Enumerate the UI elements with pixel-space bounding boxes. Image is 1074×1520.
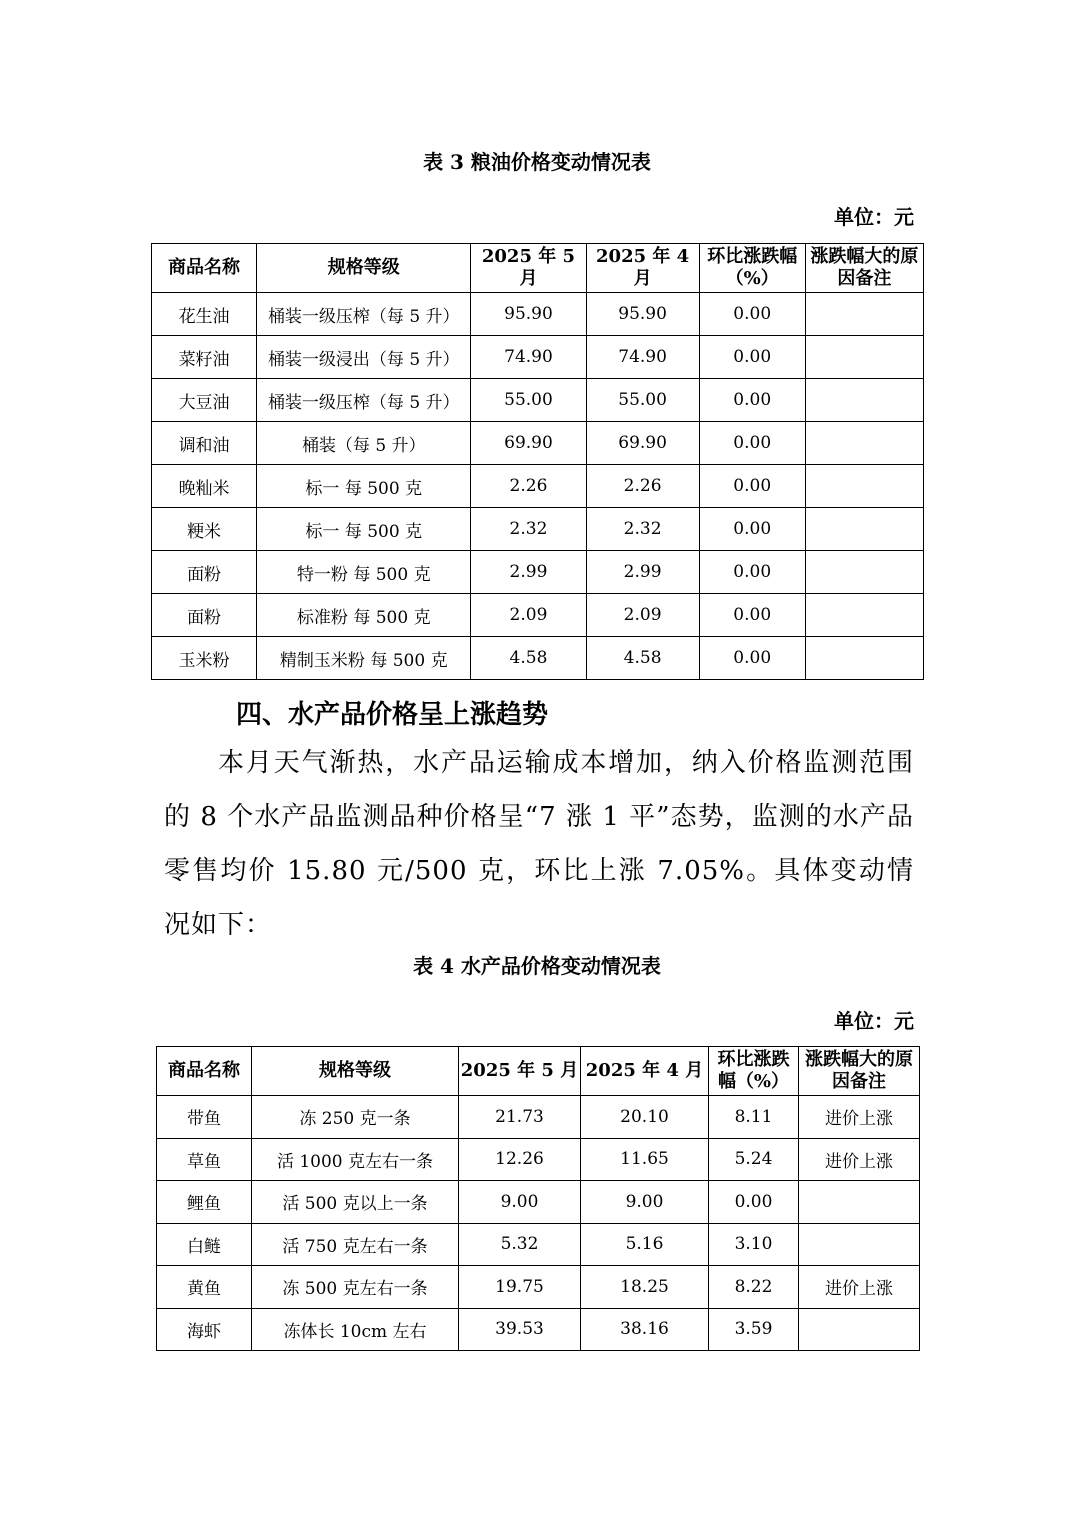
cell-mom-change: 0.00	[699, 637, 805, 680]
cell-remark	[799, 1181, 920, 1224]
cell-mom-change: 0.00	[699, 551, 805, 594]
table-row	[152, 594, 924, 637]
cell-apr-price: 5.16	[581, 1223, 709, 1266]
section-paragraph: 本月天气渐热，水产品运输成本增加，纳入价格监测范围的 8 个水产品监测品种价格呈“7 涨 1 平”态势，监测的水产品零售均价 15.80 元/500 克，环比上涨 7.05%。具体变动情况如下：	[164, 748, 914, 940]
cell-may-price: 95.90	[471, 293, 586, 336]
cell-product-name: 面粉	[152, 594, 257, 637]
header-remark: 涨跌幅大的原因备注	[799, 1047, 920, 1096]
cell-mom-change: 8.11	[709, 1096, 799, 1139]
cell-spec: 标一 每 500 克	[257, 465, 471, 508]
cell-remark: 进价上涨	[799, 1138, 920, 1181]
cell-apr-price: 9.00	[581, 1181, 709, 1224]
header-apr-2025: 2025 年 4 月	[586, 244, 699, 293]
cell-spec: 冻体长 10cm 左右	[252, 1308, 459, 1351]
cell-remark	[805, 379, 923, 422]
cell-spec: 活 500 克以上一条	[252, 1181, 459, 1224]
table4-caption: 表 4 水产品价格变动情况表	[413, 954, 661, 978]
cell-product-name: 玉米粉	[152, 637, 257, 680]
cell-mom-change: 3.10	[709, 1223, 799, 1266]
cell-may-price: 5.32	[459, 1223, 581, 1266]
table-row	[152, 637, 924, 680]
cell-mom-change: 3.59	[709, 1308, 799, 1351]
cell-may-price: 2.99	[471, 551, 586, 594]
cell-apr-price: 20.10	[581, 1096, 709, 1139]
header-spec: 规格等级	[252, 1047, 459, 1096]
table-row	[152, 293, 924, 336]
cell-mom-change: 0.00	[699, 379, 805, 422]
table-row	[152, 465, 924, 508]
cell-mom-change: 0.00	[699, 422, 805, 465]
table4-unit: 单位：元	[834, 1009, 914, 1033]
cell-apr-price: 11.65	[581, 1138, 709, 1181]
cell-may-price: 39.53	[459, 1308, 581, 1351]
cell-remark	[805, 508, 923, 551]
cell-remark	[805, 637, 923, 680]
cell-may-price: 55.00	[471, 379, 586, 422]
cell-product-name: 调和油	[152, 422, 257, 465]
table-row	[152, 379, 924, 422]
cell-remark	[805, 422, 923, 465]
header-may-2025: 2025 年 5 月	[471, 244, 586, 293]
cell-spec: 活 1000 克左右一条	[252, 1138, 459, 1181]
header-apr-2025: 2025 年 4 月	[581, 1047, 709, 1096]
cell-apr-price: 4.58	[586, 637, 699, 680]
header-mom-change: 环比涨跌幅（%）	[699, 244, 805, 293]
grain-oil-price-table	[151, 243, 924, 680]
cell-remark	[805, 336, 923, 379]
cell-remark: 进价上涨	[799, 1096, 920, 1139]
cell-product-name: 面粉	[152, 551, 257, 594]
cell-apr-price: 2.26	[586, 465, 699, 508]
table-row	[157, 1096, 920, 1139]
cell-mom-change: 0.00	[699, 508, 805, 551]
cell-product-name: 鲤鱼	[157, 1181, 252, 1224]
cell-spec: 桶装一级浸出（每 5 升）	[257, 336, 471, 379]
table-row	[157, 1266, 920, 1309]
header-mom-change: 环比涨跌幅（%）	[709, 1047, 799, 1096]
table3-caption: 表 3 粮油价格变动情况表	[423, 150, 651, 174]
cell-spec: 冻 250 克一条	[252, 1096, 459, 1139]
cell-product-name: 粳米	[152, 508, 257, 551]
cell-mom-change: 0.00	[699, 465, 805, 508]
table-row	[157, 1138, 920, 1181]
cell-product-name: 大豆油	[152, 379, 257, 422]
cell-spec: 桶装（每 5 升）	[257, 422, 471, 465]
aquatic-price-table	[156, 1046, 920, 1351]
cell-spec: 桶装一级压榨（每 5 升）	[257, 379, 471, 422]
cell-mom-change: 0.00	[699, 293, 805, 336]
cell-may-price: 2.32	[471, 508, 586, 551]
cell-mom-change: 0.00	[709, 1181, 799, 1224]
cell-apr-price: 69.90	[586, 422, 699, 465]
cell-remark	[805, 465, 923, 508]
cell-spec: 桶装一级压榨（每 5 升）	[257, 293, 471, 336]
cell-product-name: 菜籽油	[152, 336, 257, 379]
cell-product-name: 白鲢	[157, 1223, 252, 1266]
cell-mom-change: 5.24	[709, 1138, 799, 1181]
header-spec: 规格等级	[257, 244, 471, 293]
cell-mom-change: 0.00	[699, 594, 805, 637]
cell-may-price: 2.26	[471, 465, 586, 508]
header-product-name: 商品名称	[152, 244, 257, 293]
table-row	[152, 551, 924, 594]
table-row	[152, 422, 924, 465]
cell-spec: 特一粉 每 500 克	[257, 551, 471, 594]
cell-apr-price: 2.32	[586, 508, 699, 551]
cell-spec: 标一 每 500 克	[257, 508, 471, 551]
cell-may-price: 2.09	[471, 594, 586, 637]
table-row	[152, 336, 924, 379]
cell-apr-price: 38.16	[581, 1308, 709, 1351]
header-product-name: 商品名称	[157, 1047, 252, 1096]
cell-product-name: 花生油	[152, 293, 257, 336]
section-heading: 四、水产品价格呈上涨趋势	[236, 700, 549, 730]
cell-remark	[805, 293, 923, 336]
cell-may-price: 74.90	[471, 336, 586, 379]
cell-may-price: 19.75	[459, 1266, 581, 1309]
table-row	[157, 1308, 920, 1351]
cell-remark	[799, 1308, 920, 1351]
cell-remark	[799, 1223, 920, 1266]
table-row	[157, 1223, 920, 1266]
table-header-row	[157, 1047, 920, 1096]
cell-remark: 进价上涨	[799, 1266, 920, 1309]
cell-apr-price: 2.09	[586, 594, 699, 637]
cell-may-price: 21.73	[459, 1096, 581, 1139]
cell-may-price: 4.58	[471, 637, 586, 680]
table-row	[157, 1181, 920, 1224]
table3-unit: 单位：元	[834, 205, 914, 229]
cell-spec: 冻 500 克左右一条	[252, 1266, 459, 1309]
cell-apr-price: 18.25	[581, 1266, 709, 1309]
cell-product-name: 黄鱼	[157, 1266, 252, 1309]
cell-apr-price: 95.90	[586, 293, 699, 336]
cell-remark	[805, 551, 923, 594]
table-row	[152, 508, 924, 551]
cell-apr-price: 2.99	[586, 551, 699, 594]
cell-product-name: 草鱼	[157, 1138, 252, 1181]
cell-product-name: 晚籼米	[152, 465, 257, 508]
cell-remark	[805, 594, 923, 637]
cell-spec: 精制玉米粉 每 500 克	[257, 637, 471, 680]
header-may-2025: 2025 年 5 月	[459, 1047, 581, 1096]
cell-apr-price: 74.90	[586, 336, 699, 379]
cell-mom-change: 0.00	[699, 336, 805, 379]
cell-may-price: 12.26	[459, 1138, 581, 1181]
cell-product-name: 带鱼	[157, 1096, 252, 1139]
header-remark: 涨跌幅大的原因备注	[805, 244, 923, 293]
cell-product-name: 海虾	[157, 1308, 252, 1351]
cell-spec: 活 750 克左右一条	[252, 1223, 459, 1266]
cell-apr-price: 55.00	[586, 379, 699, 422]
cell-spec: 标准粉 每 500 克	[257, 594, 471, 637]
cell-mom-change: 8.22	[709, 1266, 799, 1309]
cell-may-price: 9.00	[459, 1181, 581, 1224]
table-header-row	[152, 244, 924, 293]
cell-may-price: 69.90	[471, 422, 586, 465]
